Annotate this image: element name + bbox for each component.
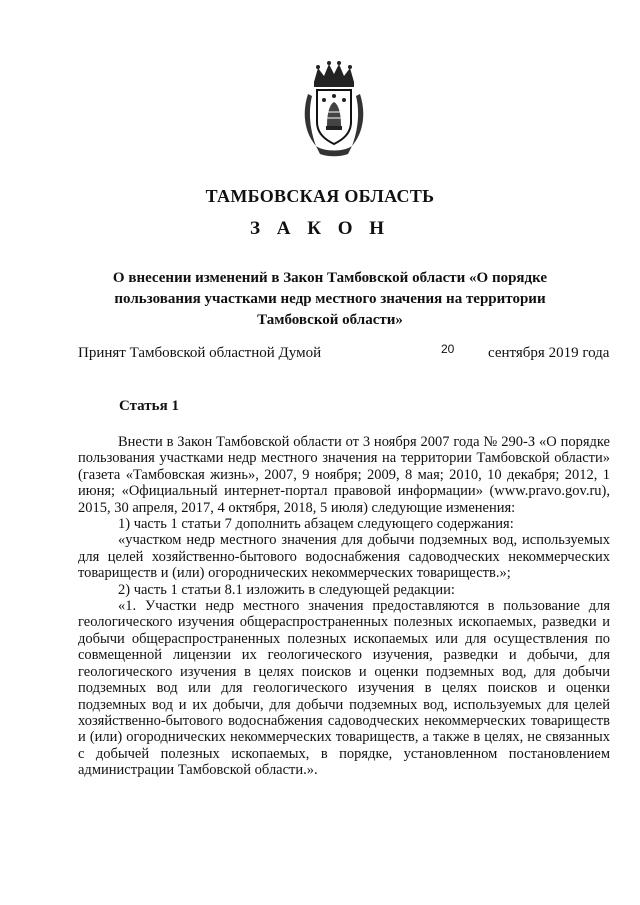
amendment-item-2-text: «1. Участки недр местного значения предоставляются в пользование для геологического изучения общераспространенных полезных ископаемых, разведки и добычи общераспространенных полезных ископаемых или для осуществления по совмещенной лицензии их геологического изучения, разведки и добычи, для геологического изучения в целях поисков и оценки подземных вод, для добычи подземных вод или для геологического изучения в целях поисков и оценки подземных вод и их добычи, для добычи подземных вод, используемых для целей хозяйственно-бытового водоснабжения садоводческих некоммерческих товариществ и (или) огороднических некоммерческих товариществ, а также в целях, не связанных с добычей полезных ископаемых, в порядке, установленном постановлением администрации Тамбовской области.». — [78, 598, 610, 779]
article-heading: Статья 1 — [119, 398, 179, 414]
region-title: ТАМБОВСКАЯ ОБЛАСТЬ — [205, 186, 435, 206]
law-subject: О внесении изменений в Закон Тамбовской области «О порядке пользования участками недр местного значения на территории Тамбовской области» — [112, 270, 548, 328]
amendment-item-1: 1) часть 1 статьи 7 дополнить абзацем следующего содержания: — [118, 516, 514, 533]
intro-paragraph: Внести в Закон Тамбовской области от 3 ноября 2007 года № 290-З «О порядке пользования участками недр местного значения на территории Тамбовской области» (газета «Тамбовская жизнь», 2007, 9 ноября; 2009, 8 мая; 2010, 10 декабря; 2012, 1 июня; «Официальный интернет-портал правовой информации» (www.pravo.gov.ru), 2015, 30 апреля, 2017, 4 октября, 2018, 5 июля) следующие изменения: — [78, 434, 610, 516]
article-body — [78, 434, 610, 779]
coat-of-arms-icon — [300, 60, 368, 158]
amendment-item-1-text: «участком недр местного значения для добычи подземных вод, используемых для целей хозяйственно-бытового водоснабжения садоводческих некоммерческих товариществ и (или) огороднических некоммерческих товариществ.»; — [78, 532, 610, 582]
adopted-date: сентября 2019 года — [488, 345, 610, 361]
document-type: З А К О Н — [249, 218, 391, 239]
adopted-day: 20 — [441, 342, 455, 356]
adopted-by: Принят Тамбовской областной Думой — [78, 345, 322, 361]
amendment-item-2: 2) часть 1 статьи 8.1 изложить в следующей редакции: — [118, 581, 455, 598]
